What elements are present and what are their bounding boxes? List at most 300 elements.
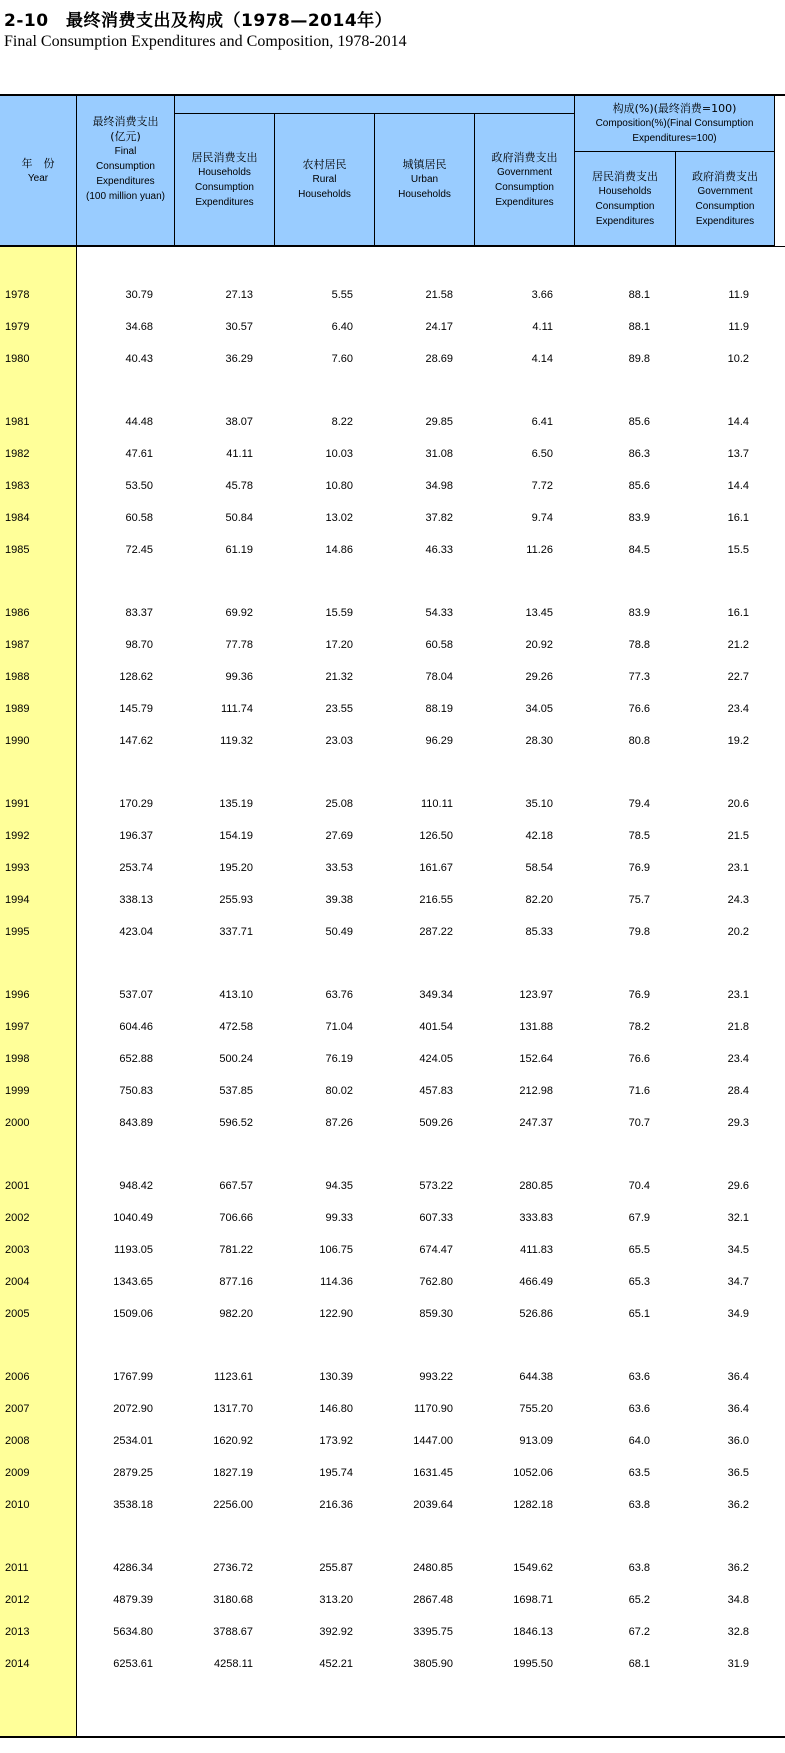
cell-households: 500.24 (219, 1053, 253, 1065)
cell-year: 2000 (5, 1116, 30, 1129)
cell-year: 2014 (5, 1657, 30, 1670)
header-comp-government (676, 152, 775, 246)
header-comp-government-cn: 政府消费支出 (692, 169, 758, 183)
cell-government: 131.88 (519, 1021, 553, 1034)
header-year-cn: 年 份 (21, 156, 55, 170)
cell-comp-households: 84.5 (628, 543, 650, 556)
cell-households: 877.16 (219, 1275, 253, 1288)
cell-urban: 96.29 (425, 734, 453, 747)
cell-government: 35.10 (525, 798, 553, 811)
cell-households: 45.78 (225, 480, 253, 492)
cell-urban: 21.58 (425, 289, 453, 301)
cell-comp-households: 63.8 (628, 1498, 650, 1511)
cell-comp-government: 11.9 (728, 320, 749, 333)
cell-households: 3788.67 (213, 1626, 253, 1638)
cell-final: 98.70 (125, 639, 153, 652)
cell-government: 42.18 (525, 830, 553, 843)
cell-year: 1999 (5, 1084, 30, 1097)
cell-rural: 10.80 (325, 480, 353, 492)
header-rural (275, 114, 375, 246)
cell-urban: 126.50 (419, 830, 453, 843)
cell-households: 2256.00 (213, 1498, 253, 1511)
cell-government: 85.33 (525, 925, 553, 938)
cell-households: 337.71 (219, 925, 253, 938)
cell-comp-households: 63.8 (628, 1562, 650, 1575)
cell-comp-government: 10.2 (727, 352, 749, 365)
cell-urban: 60.58 (425, 639, 453, 652)
cell-households: 61.19 (225, 543, 253, 556)
cell-comp-government: 24.3 (727, 893, 749, 906)
cell-rural: 5.55 (331, 289, 353, 301)
cell-comp-households: 86.3 (628, 448, 650, 461)
cell-rural: 17.20 (325, 639, 353, 652)
cell-comp-households: 80.8 (628, 734, 650, 747)
cell-urban: 78.04 (425, 671, 453, 683)
cell-year: 1995 (5, 925, 30, 938)
cell-year: 1984 (5, 511, 30, 524)
cell-year: 2009 (5, 1466, 30, 1479)
cell-rural: 106.75 (319, 1244, 353, 1256)
cell-comp-government: 14.4 (727, 416, 749, 429)
cell-comp-government: 23.4 (727, 1053, 749, 1065)
cell-government: 34.05 (525, 702, 553, 715)
cell-final: 1040.49 (113, 1212, 153, 1225)
cell-urban: 424.05 (419, 1053, 453, 1065)
bottom-rule (0, 1736, 785, 1738)
cell-rural: 6.40 (331, 320, 353, 333)
cell-rural: 76.19 (325, 1053, 353, 1065)
cell-comp-government: 21.8 (727, 1021, 749, 1034)
cell-government: 755.20 (519, 1403, 553, 1416)
cell-rural: 255.87 (319, 1562, 353, 1575)
cell-urban: 1447.00 (413, 1435, 453, 1447)
cell-rural: 14.86 (325, 543, 353, 556)
cell-final: 60.58 (125, 511, 153, 524)
cell-rural: 10.03 (325, 448, 353, 461)
cell-households: 667.57 (219, 1180, 253, 1193)
cell-comp-households: 75.7 (628, 893, 650, 906)
header-rural-cn: 农村居民 (302, 158, 347, 171)
cell-rural: 7.60 (331, 352, 353, 365)
cell-final: 72.45 (125, 543, 153, 556)
cell-households: 4258.11 (214, 1657, 253, 1670)
cell-households: 781.22 (219, 1244, 253, 1256)
cell-comp-government: 16.1 (727, 511, 749, 524)
cell-government: 644.38 (519, 1371, 553, 1384)
cell-rural: 122.90 (319, 1307, 353, 1320)
cell-year: 1989 (5, 702, 30, 715)
cell-rural: 63.76 (325, 989, 353, 1002)
cell-comp-government: 34.8 (727, 1594, 749, 1607)
cell-government: 9.74 (531, 511, 553, 524)
cell-households: 3180.68 (213, 1594, 253, 1607)
cell-urban: 161.67 (419, 862, 453, 874)
cell-year: 2002 (5, 1212, 30, 1225)
cell-comp-government: 16.1 (727, 607, 749, 620)
cell-comp-government: 29.6 (727, 1180, 749, 1193)
cell-year: 1997 (5, 1021, 30, 1034)
cell-comp-government: 15.5 (727, 543, 749, 556)
cell-households: 154.19 (219, 830, 253, 843)
header-government (475, 114, 575, 246)
cell-rural: 23.55 (325, 702, 353, 715)
cell-comp-government: 36.4 (727, 1371, 749, 1384)
cell-households: 596.52 (219, 1116, 253, 1129)
cell-final: 147.62 (119, 734, 153, 747)
cell-comp-government: 20.6 (727, 798, 749, 811)
cell-year: 2012 (5, 1594, 30, 1607)
cell-year: 1979 (5, 320, 30, 333)
header-blank-top (175, 96, 575, 114)
cell-government: 333.83 (519, 1212, 553, 1225)
cell-urban: 401.54 (419, 1021, 453, 1034)
cell-households: 1620.92 (213, 1435, 253, 1447)
cell-comp-households: 65.2 (628, 1594, 650, 1607)
cell-government: 247.37 (519, 1116, 553, 1129)
cell-year: 1987 (5, 639, 30, 652)
cell-comp-households: 63.6 (628, 1403, 650, 1416)
cell-government: 6.50 (531, 448, 553, 461)
cell-comp-households: 71.6 (628, 1084, 650, 1097)
cell-rural: 33.53 (325, 862, 353, 874)
cell-comp-households: 65.5 (628, 1244, 650, 1256)
cell-government: 152.64 (519, 1053, 553, 1065)
cell-government: 3.66 (531, 289, 553, 301)
cell-year: 2011 (5, 1562, 29, 1575)
cell-final: 423.04 (119, 925, 153, 938)
header-final-en: Final Consumption Expenditures (100 million yuan) (86, 146, 165, 202)
cell-final: 30.79 (125, 289, 153, 301)
cell-government: 20.92 (525, 639, 553, 652)
cell-comp-government: 29.3 (727, 1116, 749, 1129)
cell-rural: 8.22 (331, 416, 353, 429)
cell-households: 27.13 (225, 289, 253, 301)
cell-comp-households: 65.1 (628, 1307, 650, 1320)
cell-households: 111.74 (220, 702, 253, 715)
cell-final: 4879.39 (113, 1594, 153, 1607)
cell-final: 2072.90 (113, 1403, 153, 1416)
cell-government: 913.09 (519, 1435, 553, 1447)
cell-urban: 31.08 (425, 448, 453, 461)
cell-year: 1978 (5, 289, 30, 301)
page-title-cn: 2-10 最终消费支出及构成（1978—2014年） (4, 11, 393, 31)
cell-government: 13.45 (525, 607, 553, 620)
cell-households: 1123.61 (214, 1371, 253, 1384)
cell-comp-government: 13.7 (727, 448, 749, 461)
cell-year: 1992 (5, 830, 30, 843)
cell-comp-government: 28.4 (727, 1084, 749, 1097)
cell-comp-households: 70.7 (628, 1116, 650, 1129)
cell-final: 338.13 (119, 893, 153, 906)
cell-final: 2879.25 (113, 1466, 153, 1479)
cell-final: 1767.99 (113, 1371, 153, 1384)
cell-urban: 674.47 (419, 1244, 453, 1256)
header-final-cn: 最终消费支出 (92, 115, 159, 128)
cell-year: 2003 (5, 1244, 30, 1256)
cell-final: 1509.06 (113, 1307, 153, 1320)
cell-comp-households: 83.9 (628, 511, 650, 524)
cell-final: 750.83 (119, 1084, 153, 1097)
cell-comp-households: 64.0 (628, 1435, 650, 1447)
header-year-en: Year (27, 172, 49, 184)
cell-comp-government: 23.1 (727, 862, 749, 874)
cell-rural: 173.92 (319, 1435, 353, 1447)
cell-year: 1996 (5, 989, 30, 1002)
cell-rural: 25.08 (325, 798, 353, 811)
cell-comp-households: 88.1 (628, 289, 650, 301)
cell-government: 58.54 (525, 862, 553, 874)
cell-urban: 509.26 (419, 1116, 453, 1129)
cell-urban: 37.82 (425, 511, 453, 524)
cell-year: 1986 (5, 607, 30, 620)
cell-comp-government: 34.5 (727, 1244, 749, 1256)
cell-comp-households: 77.3 (628, 671, 650, 683)
cell-comp-households: 63.5 (628, 1466, 650, 1479)
header-final (77, 96, 175, 246)
header-year (0, 96, 77, 246)
cell-government: 1052.06 (513, 1466, 553, 1479)
header-urban-en: Urban Households (398, 174, 451, 200)
header-composition-en: Composition(%)(Final Consumption Expenditures=100) (595, 118, 754, 144)
cell-urban: 607.33 (419, 1212, 453, 1225)
cell-comp-government: 32.1 (727, 1212, 749, 1225)
cell-comp-households: 83.9 (628, 607, 650, 620)
cell-final: 253.74 (119, 862, 153, 874)
header-final-unit: (亿元) (110, 130, 141, 143)
cell-final: 40.43 (125, 352, 153, 365)
cell-comp-households: 76.6 (628, 702, 650, 715)
cell-year: 2010 (5, 1498, 30, 1511)
cell-final: 843.89 (119, 1116, 153, 1129)
cell-year: 1994 (5, 893, 30, 906)
header-composition-cn: 构成(%)(最终消费=100) (612, 102, 737, 115)
cell-final: 83.37 (125, 607, 153, 620)
cell-comp-government: 21.5 (727, 830, 749, 843)
cell-government: 212.98 (519, 1084, 553, 1097)
cell-urban: 1631.45 (413, 1466, 453, 1479)
cell-year: 1982 (5, 448, 30, 461)
cell-rural: 216.36 (319, 1498, 353, 1511)
cell-urban: 110.11 (420, 798, 453, 811)
cell-government: 6.41 (531, 416, 553, 429)
cell-urban: 349.34 (419, 989, 453, 1002)
cell-comp-government: 11.9 (728, 289, 749, 301)
header-comp-government-en: Government Consumption Expenditures (695, 185, 755, 227)
cell-comp-government: 34.9 (727, 1307, 749, 1320)
page-title-en: Final Consumption Expenditures and Composition, 1978-2014 (4, 33, 407, 50)
cell-comp-government: 20.2 (727, 925, 749, 938)
cell-comp-government: 21.2 (727, 639, 749, 652)
cell-year: 1998 (5, 1053, 30, 1065)
cell-households: 1317.70 (213, 1403, 253, 1416)
cell-year: 2008 (5, 1435, 30, 1447)
cell-households: 982.20 (219, 1307, 253, 1320)
cell-rural: 23.03 (325, 734, 353, 747)
cell-comp-households: 67.2 (628, 1626, 650, 1638)
cell-urban: 46.33 (425, 543, 453, 556)
cell-households: 50.84 (225, 511, 253, 524)
cell-households: 135.19 (219, 798, 253, 811)
cell-comp-government: 36.4 (727, 1403, 749, 1416)
cell-rural: 94.35 (325, 1180, 353, 1193)
header-urban (375, 114, 475, 246)
header-rural-en: Rural Households (298, 174, 351, 200)
cell-rural: 114.36 (320, 1275, 353, 1288)
cell-government: 1846.13 (513, 1626, 553, 1638)
cell-final: 53.50 (125, 480, 153, 492)
cell-households: 706.66 (219, 1212, 253, 1225)
cell-rural: 146.80 (319, 1403, 353, 1416)
cell-households: 195.20 (219, 862, 253, 874)
cell-rural: 313.20 (319, 1594, 353, 1607)
cell-government: 82.20 (525, 893, 553, 906)
cell-year: 2013 (5, 1626, 30, 1638)
cell-rural: 130.39 (319, 1371, 353, 1384)
cell-government: 29.26 (525, 671, 553, 683)
cell-year: 1980 (5, 352, 30, 365)
cell-final: 948.42 (119, 1180, 153, 1193)
cell-final: 604.46 (119, 1021, 153, 1034)
cell-comp-households: 85.6 (628, 480, 650, 492)
cell-rural: 15.59 (325, 607, 353, 620)
cell-rural: 87.26 (325, 1116, 353, 1129)
cell-government: 1282.18 (513, 1498, 553, 1511)
cell-urban: 859.30 (419, 1307, 453, 1320)
cell-government: 466.49 (519, 1275, 553, 1288)
cell-year: 2007 (5, 1403, 30, 1416)
cell-urban: 762.80 (419, 1275, 453, 1288)
cell-government: 1549.62 (513, 1562, 553, 1575)
cell-comp-households: 67.9 (628, 1212, 650, 1225)
cell-rural: 13.02 (325, 511, 353, 524)
header-comp-households (575, 152, 676, 246)
cell-final: 44.48 (125, 416, 153, 429)
cell-government: 4.14 (531, 352, 553, 365)
cell-urban: 2480.85 (413, 1562, 453, 1575)
cell-households: 472.58 (219, 1021, 253, 1034)
cell-households: 99.36 (225, 671, 253, 683)
cell-urban: 2867.48 (413, 1594, 453, 1607)
cell-final: 652.88 (119, 1053, 153, 1065)
cell-comp-government: 36.2 (727, 1498, 749, 1511)
cell-comp-government: 36.2 (727, 1562, 749, 1575)
cell-final: 145.79 (119, 702, 153, 715)
cell-rural: 80.02 (325, 1084, 353, 1097)
cell-government: 1995.50 (513, 1657, 553, 1670)
cell-comp-government: 32.8 (727, 1626, 749, 1638)
cell-comp-households: 78.5 (628, 830, 650, 843)
cell-final: 5634.80 (113, 1626, 153, 1638)
cell-comp-government: 34.7 (727, 1275, 749, 1288)
cell-urban: 993.22 (419, 1371, 453, 1384)
cell-rural: 452.21 (319, 1657, 353, 1670)
cell-final: 1193.05 (114, 1244, 153, 1256)
cell-final: 6253.61 (113, 1657, 153, 1670)
cell-households: 255.93 (219, 893, 253, 906)
cell-year: 2004 (5, 1275, 30, 1288)
cell-rural: 21.32 (325, 671, 353, 683)
cell-comp-households: 89.8 (628, 352, 650, 365)
cell-final: 4286.34 (113, 1562, 153, 1575)
cell-urban: 573.22 (419, 1180, 453, 1193)
cell-government: 526.86 (519, 1307, 553, 1320)
cell-final: 34.68 (125, 320, 153, 333)
header-urban-cn: 城镇居民 (402, 158, 447, 171)
cell-government: 411.83 (520, 1244, 553, 1256)
cell-government: 280.85 (519, 1180, 553, 1193)
cell-households: 413.10 (219, 989, 253, 1002)
cell-comp-government: 36.0 (727, 1435, 749, 1447)
cell-comp-government: 31.9 (727, 1657, 749, 1670)
cell-comp-government: 23.4 (727, 702, 749, 715)
cell-comp-households: 85.6 (628, 416, 650, 429)
cell-final: 537.07 (119, 989, 153, 1002)
header-government-en: Government Consumption Expenditures (495, 166, 554, 208)
cell-comp-households: 88.1 (628, 320, 650, 333)
cell-government: 28.30 (525, 734, 553, 747)
cell-comp-government: 19.2 (727, 734, 749, 747)
cell-final: 128.62 (119, 671, 153, 683)
cell-households: 36.29 (225, 352, 253, 365)
cell-comp-households: 76.9 (628, 862, 650, 874)
cell-households: 77.78 (225, 639, 253, 652)
cell-comp-households: 78.2 (628, 1021, 650, 1034)
cell-comp-households: 65.3 (628, 1275, 650, 1288)
cell-comp-government: 14.4 (727, 480, 749, 492)
cell-urban: 34.98 (425, 480, 453, 492)
cell-comp-government: 36.5 (727, 1466, 749, 1479)
cell-households: 38.07 (225, 416, 253, 429)
cell-final: 196.37 (119, 830, 153, 843)
cell-year: 1981 (5, 416, 30, 429)
header-government-cn: 政府消费支出 (491, 150, 558, 164)
cell-final: 2534.01 (113, 1435, 153, 1447)
header-composition (575, 96, 775, 152)
cell-comp-households: 63.6 (628, 1371, 650, 1384)
cell-government: 123.97 (519, 989, 553, 1002)
cell-year: 1988 (5, 671, 30, 683)
cell-rural: 71.04 (325, 1021, 353, 1034)
cell-year: 2006 (5, 1371, 30, 1384)
cell-comp-households: 70.4 (628, 1180, 650, 1193)
cell-year: 1985 (5, 543, 30, 556)
cell-households: 2736.72 (213, 1562, 253, 1575)
cell-year: 1993 (5, 862, 30, 874)
cell-comp-households: 76.9 (628, 989, 650, 1002)
cell-year: 2001 (5, 1180, 30, 1193)
header-bottom-rule (0, 246, 785, 247)
cell-households: 41.11 (226, 448, 253, 461)
cell-rural: 195.74 (319, 1466, 353, 1479)
cell-households: 1827.19 (213, 1466, 253, 1479)
cell-urban: 29.85 (425, 416, 453, 429)
header-households-en: Households Consumption Expenditures (195, 166, 254, 208)
cell-final: 47.61 (125, 448, 153, 461)
header-households-cn: 居民消费支出 (191, 150, 258, 164)
cell-final: 170.29 (119, 798, 153, 811)
cell-rural: 50.49 (325, 925, 353, 938)
cell-rural: 392.92 (319, 1626, 353, 1638)
cell-year: 1983 (5, 480, 30, 492)
cell-rural: 99.33 (325, 1212, 353, 1225)
cell-households: 537.85 (219, 1084, 253, 1097)
cell-government: 11.26 (526, 543, 553, 556)
header-comp-households-cn: 居民消费支出 (592, 169, 658, 183)
cell-comp-households: 79.8 (628, 925, 650, 938)
cell-urban: 24.17 (425, 320, 453, 333)
cell-comp-households: 78.8 (628, 639, 650, 652)
cell-urban: 28.69 (425, 352, 453, 365)
